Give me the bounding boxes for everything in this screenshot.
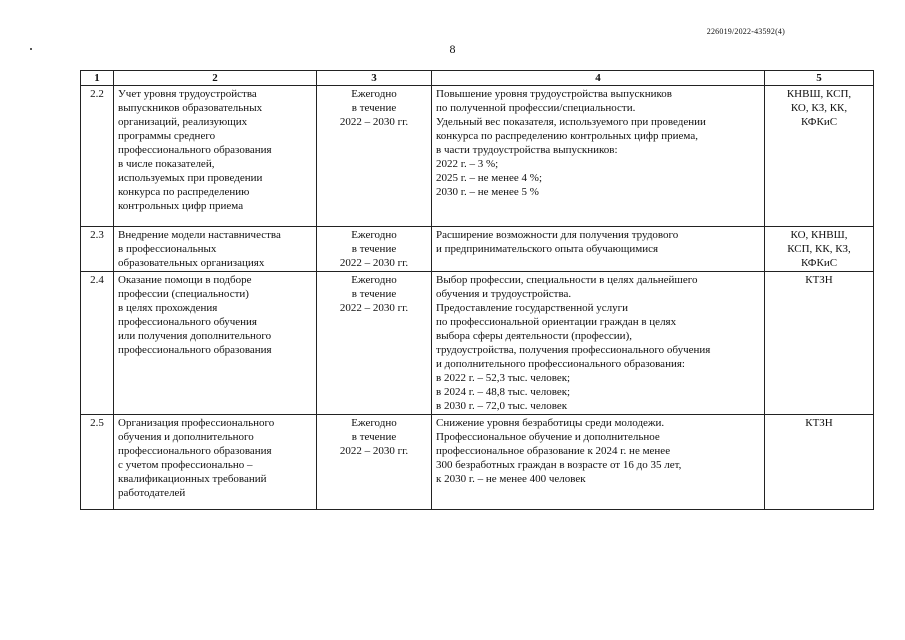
result-cell-line: конкурса по распределению контрольных цифр приема, xyxy=(436,130,698,142)
header-col-5: 5 xyxy=(765,71,874,86)
event-cell-line: Учет уровня трудоустройства xyxy=(118,88,257,100)
result-cell-line: в 2030 г. – 72,0 тыс. человек xyxy=(436,400,568,412)
event-cell-line: Организация профессионального xyxy=(118,417,275,429)
term-cell xyxy=(317,415,432,510)
term-cell-line: Ежегодно xyxy=(351,229,397,241)
table-row xyxy=(81,415,874,510)
row-number: 2.5 xyxy=(81,415,114,510)
result-cell-line: 2030 г. – не менее 5 % xyxy=(436,186,539,198)
term-cell xyxy=(317,86,432,227)
header-col-1: 1 xyxy=(81,71,114,86)
result-cell-line: в части трудоустройства выпускников: xyxy=(436,144,618,156)
executors-cell-line: КТЗН xyxy=(805,274,833,286)
result-cell-line: Профессиональное обучение и дополнительное xyxy=(436,431,660,443)
result-cell-line: Предоставление государственной услуги xyxy=(436,302,629,314)
header-col-4: 4 xyxy=(432,71,765,86)
term-cell-line: в течение xyxy=(351,288,397,300)
table-row xyxy=(81,272,874,415)
row-number: 2.4 xyxy=(81,272,114,415)
executors-cell xyxy=(765,272,874,415)
result-cell-line: профессиональное образование к 2024 г. не менее xyxy=(436,445,671,457)
result-cell-line: по полученной профессии/специальности. xyxy=(436,102,636,114)
row-number: 2.2 xyxy=(81,86,114,227)
term-cell-line: Ежегодно xyxy=(351,417,397,429)
executors-cell-line: КСП, КК, КЗ, xyxy=(787,243,851,255)
term-cell xyxy=(317,227,432,272)
plan-table xyxy=(80,70,874,510)
term-cell-line: Ежегодно xyxy=(351,274,397,286)
term-cell-line: 2022 – 2030 гг. xyxy=(339,116,409,128)
result-cell-line: в 2022 г. – 52,3 тыс. человек; xyxy=(436,372,571,384)
event-cell-line: программы среднего xyxy=(118,130,216,142)
event-cell xyxy=(114,415,317,510)
event-cell-line: в целях прохождения xyxy=(118,302,218,314)
executors-cell xyxy=(765,415,874,510)
executors-cell-line: КО, КНВШ, xyxy=(790,229,848,241)
table-row xyxy=(81,86,874,227)
event-cell-line: выпускников образовательных xyxy=(118,102,263,114)
term-cell-line: Ежегодно xyxy=(351,88,397,100)
page-number: 8 xyxy=(449,42,456,56)
event-cell-line: Оказание помощи в подборе xyxy=(118,274,252,286)
result-cell-line: трудоустройства, получения профессионального обучения xyxy=(436,344,711,356)
executors-cell-line: КФКиС xyxy=(800,257,838,269)
result-cell-line: Удельный вес показателя, используемого при проведении xyxy=(436,116,706,128)
result-cell-line: 2025 г. – не менее 4 %; xyxy=(436,172,543,184)
result-cell-line: Снижение уровня безработицы среди молодежи. xyxy=(436,417,665,429)
result-cell-line: по профессиональной ориентации граждан в целях xyxy=(436,316,677,328)
event-cell-line: используемых при проведении xyxy=(118,172,263,184)
header-col-2: 2 xyxy=(114,71,317,86)
event-cell-line: Внедрение модели наставничества xyxy=(118,229,281,241)
event-cell-line: профессионального образования xyxy=(118,445,272,457)
event-cell-line: контрольных цифр приема xyxy=(118,200,244,212)
executors-cell xyxy=(765,227,874,272)
event-cell xyxy=(114,227,317,272)
header-col-3: 3 xyxy=(317,71,432,86)
event-cell-line: конкурса по распределению xyxy=(118,186,250,198)
event-cell-line: с учетом профессионально – xyxy=(118,459,253,471)
executors-cell-line: КО, КЗ, КК, xyxy=(790,102,848,114)
term-cell-line: в течение xyxy=(351,243,397,255)
result-cell-line: к 2030 г. – не менее 400 человек xyxy=(436,473,586,485)
event-cell-line: квалификационных требований xyxy=(118,473,267,485)
result-cell-line: Повышение уровня трудоустройства выпускников xyxy=(436,88,672,100)
event-cell-line: профессионального образования xyxy=(118,344,272,356)
term-cell-line: 2022 – 2030 гг. xyxy=(339,445,409,457)
row-number: 2.3 xyxy=(81,227,114,272)
event-cell xyxy=(114,86,317,227)
event-cell-line: организаций, реализующих xyxy=(118,116,248,128)
result-cell-line: в 2024 г. – 48,8 тыс. человек; xyxy=(436,386,571,398)
event-cell-line: профессии (специальности) xyxy=(118,288,249,300)
term-cell-line: в течение xyxy=(351,102,397,114)
event-cell-line: профессионального обучения xyxy=(118,316,257,328)
event-cell-line: или получения дополнительного xyxy=(118,330,272,342)
scan-speck xyxy=(30,48,32,50)
executors-cell-line: КТЗН xyxy=(805,417,833,429)
result-cell-line: и предпринимательского опыта обучающимися xyxy=(436,243,659,255)
event-cell-line: в профессиональных xyxy=(118,243,217,255)
event-cell-line: профессионального образования xyxy=(118,144,272,156)
executors-cell xyxy=(765,86,874,227)
result-cell-line: и дополнительного профессионального образования: xyxy=(436,358,685,370)
result-cell xyxy=(432,415,765,510)
header-row xyxy=(81,71,874,86)
executors-cell-line: КНВШ, КСП, xyxy=(786,88,852,100)
event-cell-line: работодателей xyxy=(118,487,186,499)
term-cell-line: в течение xyxy=(351,431,397,443)
event-cell-line: образовательных организациях xyxy=(118,257,265,269)
result-cell xyxy=(432,86,765,227)
executors-cell-line: КФКиС xyxy=(800,116,838,128)
event-cell xyxy=(114,272,317,415)
term-cell-line: 2022 – 2030 гг. xyxy=(339,257,409,269)
result-cell-line: 2022 г. – 3 %; xyxy=(436,158,499,170)
result-cell xyxy=(432,272,765,415)
event-cell-line: обучения и дополнительного xyxy=(118,431,254,443)
event-cell-line: в числе показателей, xyxy=(118,158,215,170)
table-row xyxy=(81,227,874,272)
result-cell xyxy=(432,227,765,272)
result-cell-line: Расширение возможности для получения трудового xyxy=(436,229,679,241)
term-cell-line: 2022 – 2030 гг. xyxy=(339,302,409,314)
result-cell-line: обучения и трудоустройства. xyxy=(436,288,572,300)
result-cell-line: выбора сферы деятельности (профессии), xyxy=(436,330,632,342)
result-cell-line: 300 безработных граждан в возрасте от 16 до 35 лет, xyxy=(436,459,682,471)
result-cell-line: Выбор профессии, специальности в целях дальнейшего xyxy=(436,274,698,286)
document-id: 226019/2022-43592(4) xyxy=(706,27,785,36)
term-cell xyxy=(317,272,432,415)
